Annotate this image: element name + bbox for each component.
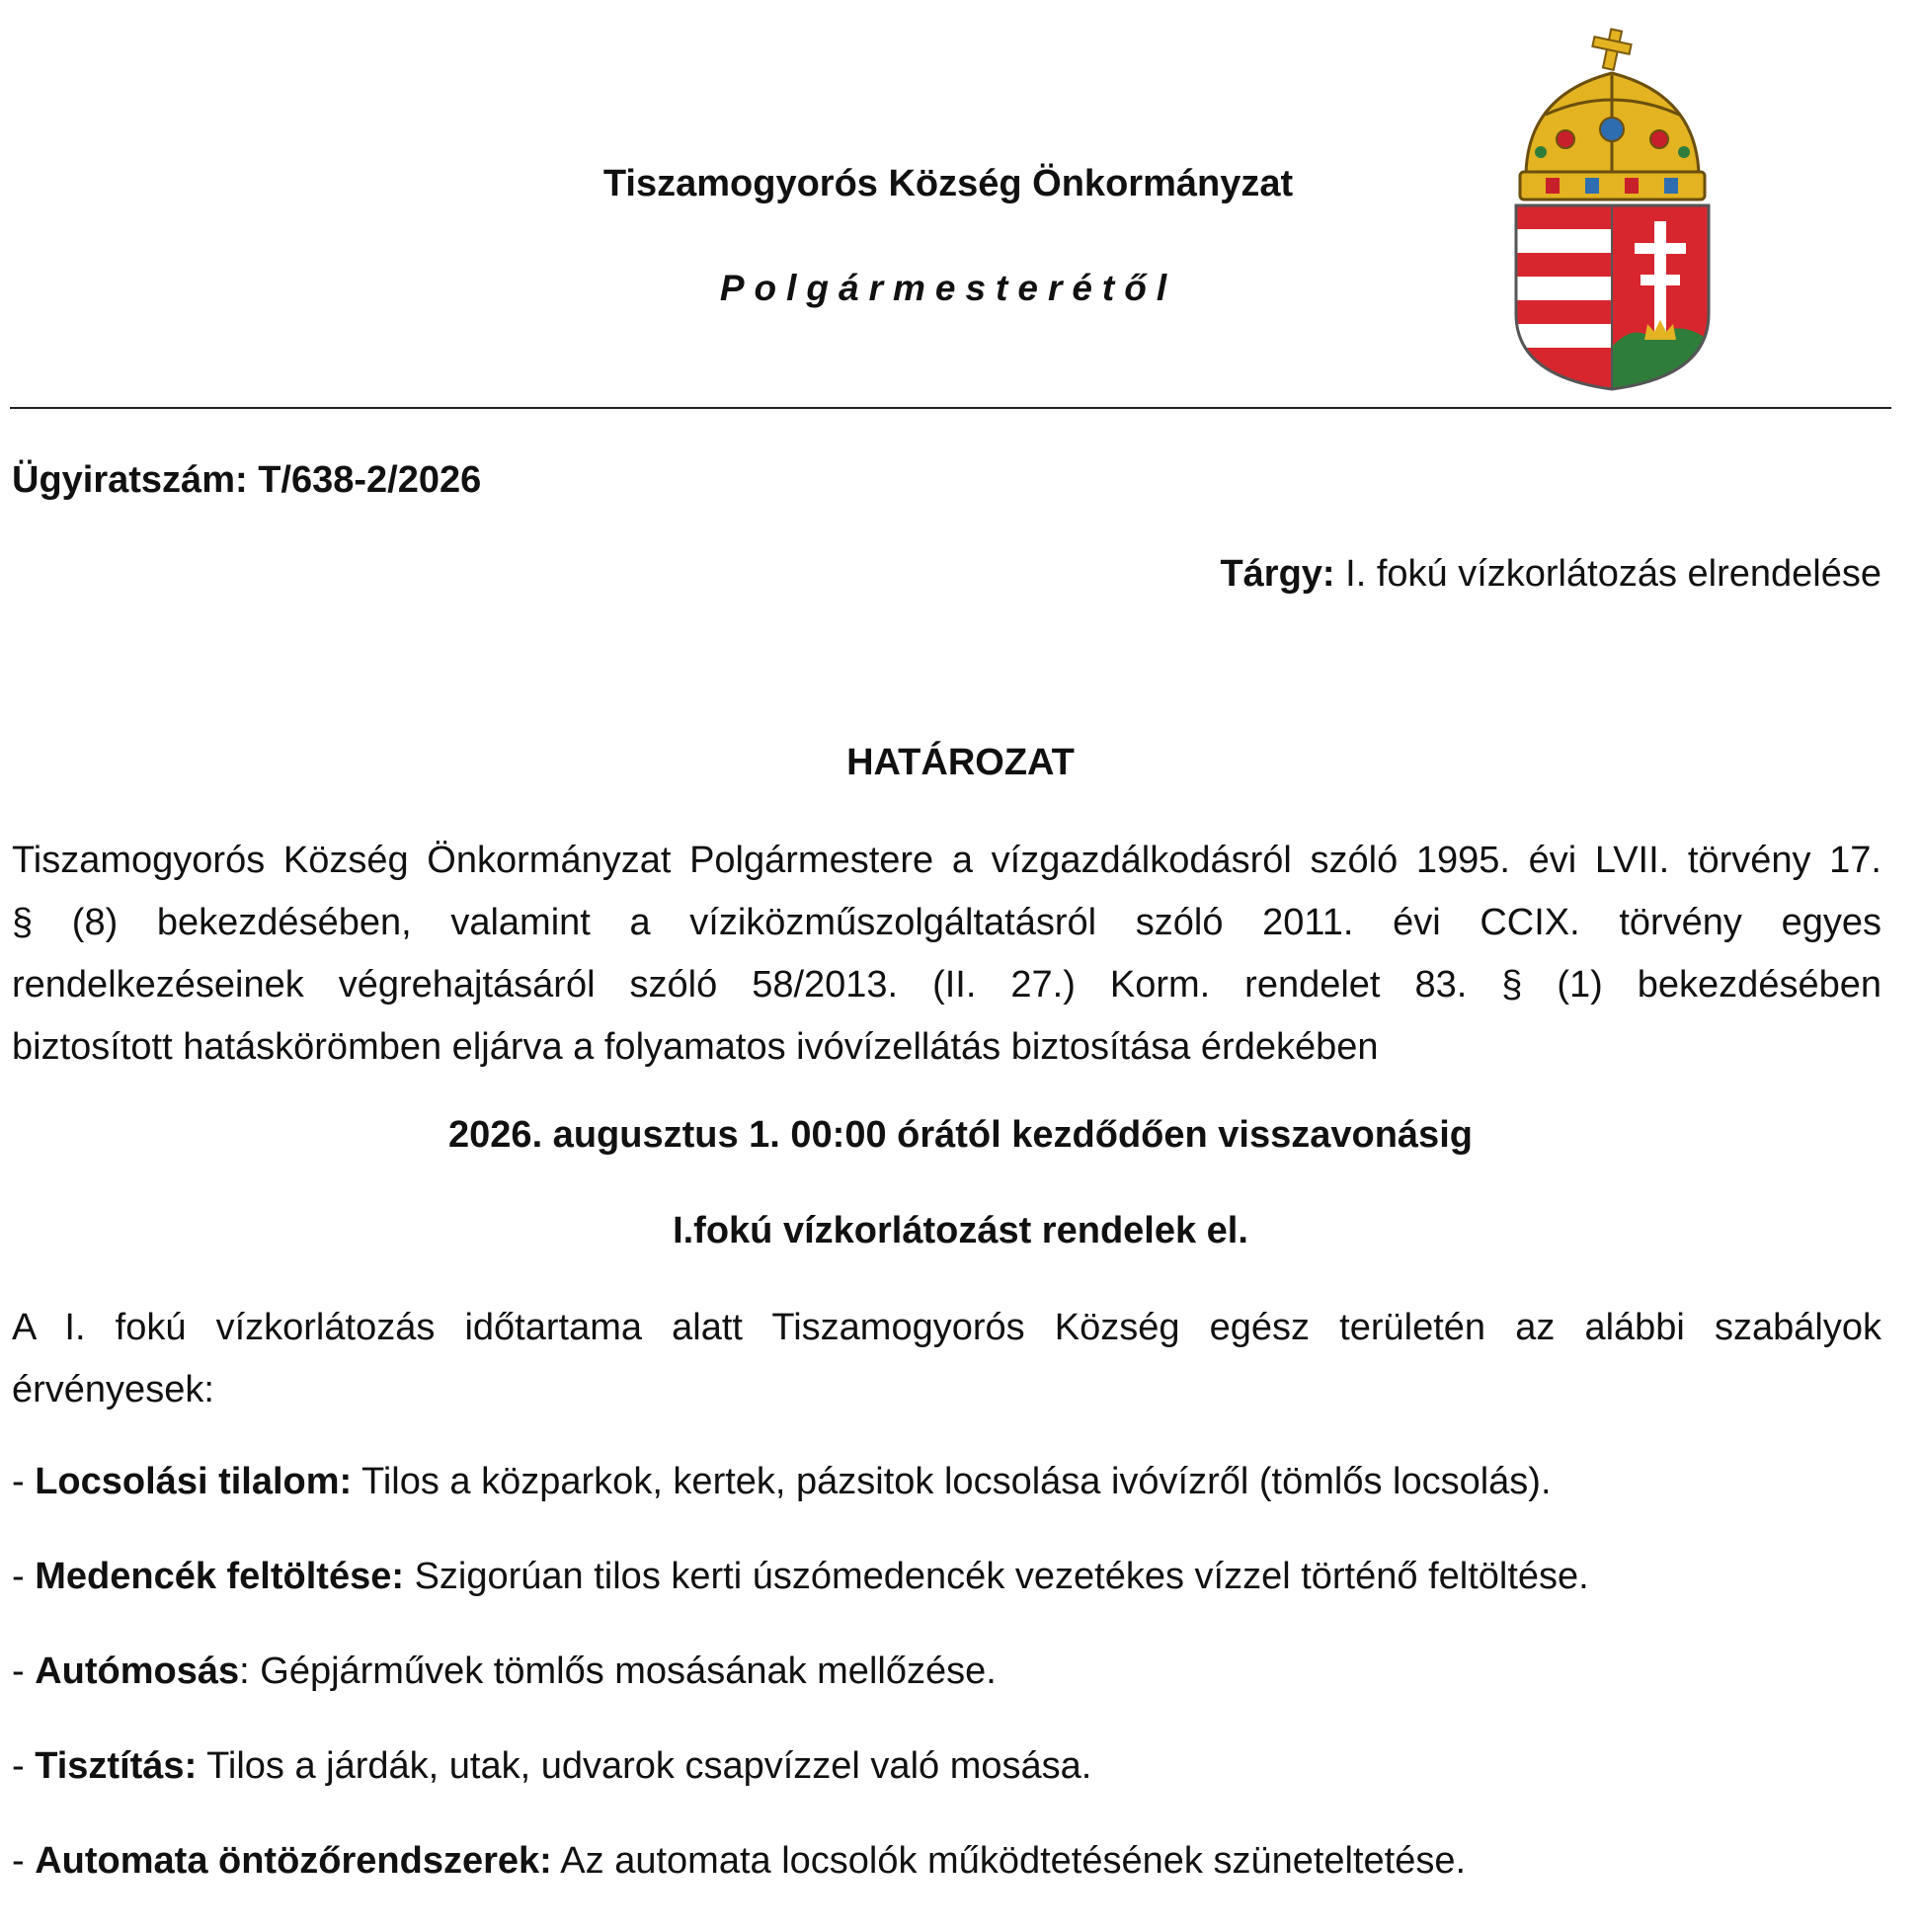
intro-paragraph: [12, 830, 1881, 1079]
list-item: - Medencék feltöltése: Szigorúan tilos kerti úszómedencék vezetékes vízzel történő feltöltése.: [12, 1556, 1589, 1597]
restriction-rules-list: [12, 1458, 1881, 1932]
rule-term: Locsolási tilalom:: [35, 1461, 353, 1502]
scope-paragraph: [12, 1297, 1881, 1421]
subject-line: [1220, 550, 1881, 598]
list-item: - Automata öntözőrendszerek: Az automata locsolók működtetésének szüneteltetése.: [12, 1840, 1467, 1882]
subject-text: I. fokú vízkorlátozás elrendelése: [1345, 553, 1881, 595]
scope-line: érvényesek:: [12, 1369, 214, 1410]
rule-term: Tisztítás:: [35, 1745, 198, 1787]
case-number-label: Ügyiratszám:: [12, 459, 248, 501]
subject-label: Tárgy:: [1220, 553, 1335, 595]
header-divider: [10, 407, 1891, 409]
rule-text: Tilos a járdák, utak, udvarok csapvízzel való mosása.: [197, 1745, 1092, 1787]
intro-line: § (8) bekezdésében, valamint a víziközműszolgáltatásról szóló 2011. évi CCIX. törvény egyes: [12, 902, 1881, 943]
intro-line: rendelkezéseinek végrehajtásáról szóló 58/2013. (II. 27.) Korm. rendelet 83. § (1) bekezdésében: [12, 964, 1881, 1006]
rule-text: : Gépjárművek tömlős mosásának mellőzése.: [239, 1650, 997, 1692]
hungarian-coat-of-arms-icon: [1506, 26, 1719, 391]
header-title: Tiszamogyorós Község Önkormányzat: [602, 163, 1294, 204]
header-subtitle: Polgármesterétől: [719, 268, 1177, 308]
list-item: - Locsolási tilalom: Tilos a közparkok, kertek, pázsitok locsolása ivóvízről (tömlős locsolás).: [12, 1461, 1552, 1502]
list-item: - Autómosás: Gépjárművek tömlős mosásának mellőzése.: [12, 1650, 997, 1692]
order-statement: I.fokú vízkorlátozást rendelek el.: [673, 1210, 1248, 1251]
intro-line: Tiszamogyorós Község Önkormányzat Polgármestere a vízgazdálkodásról szóló 1995. évi LVII. törvény 17.: [12, 840, 1881, 881]
case-number-value: T/638-2/2026: [258, 459, 482, 501]
intro-line: biztosított hatáskörömben eljárva a folyamatos ivóvízellátás biztosítása érdekében: [12, 1026, 1379, 1068]
scope-line: A I. fokú vízkorlátozás időtartama alatt Tiszamogyorós Község egész területén az alábbi szabályok: [12, 1307, 1881, 1348]
rule-term: Autómosás: [35, 1650, 240, 1692]
rule-text: Szigorúan tilos kerti úszómedencék vezetékes vízzel történő feltöltése.: [404, 1556, 1589, 1597]
document-heading: HATÁROZAT: [846, 742, 1075, 783]
case-number: [12, 456, 481, 504]
rule-term: Automata öntözőrendszerek:: [35, 1840, 552, 1882]
rule-text: Tilos a közparkok, kertek, pázsitok locsolása ivóvízről (tömlős locsolás).: [352, 1461, 1552, 1502]
rule-text: Az automata locsolók működtetésének szüneteltetése.: [551, 1840, 1467, 1882]
list-item: - Tisztítás: Tilos a járdák, utak, udvarok csapvízzel való mosása.: [12, 1745, 1092, 1787]
rule-term: Medencék feltöltése:: [35, 1556, 405, 1597]
effective-date: 2026. augusztus 1. 00:00 órától kezdődően visszavonásig: [448, 1114, 1473, 1156]
